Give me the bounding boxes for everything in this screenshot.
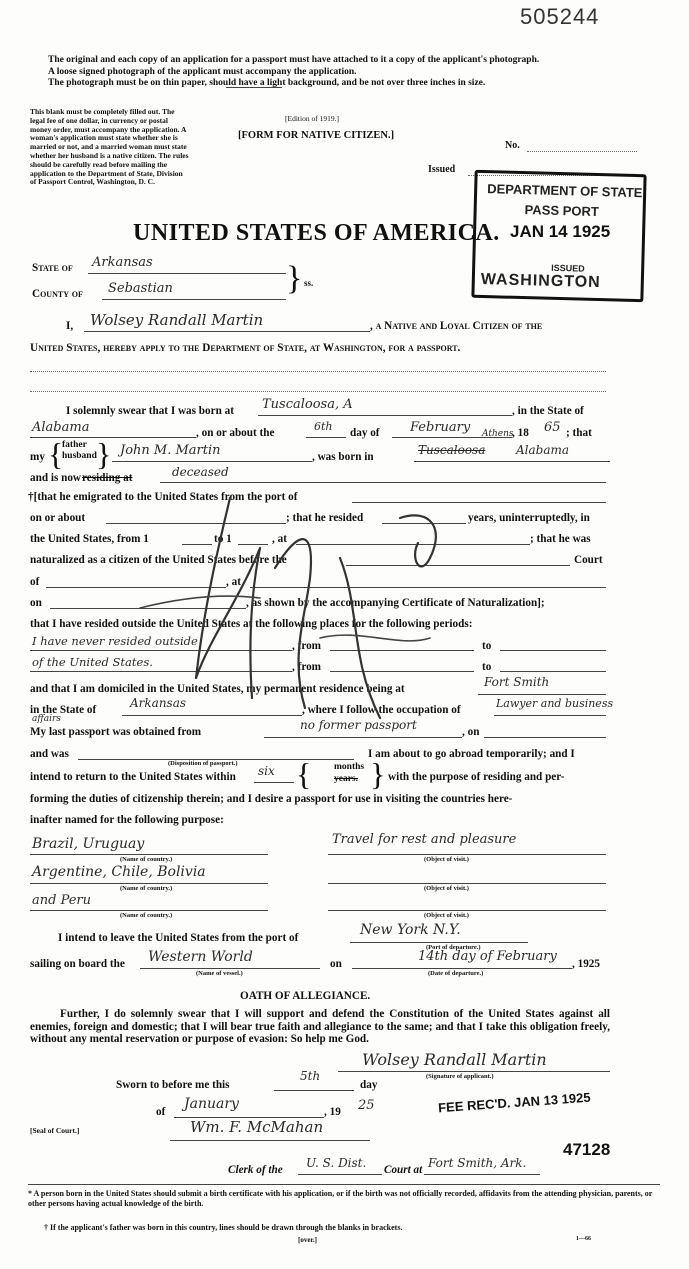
- underline: [254, 782, 294, 783]
- vessel-value: Western World: [148, 949, 253, 965]
- number-blank: [527, 151, 637, 152]
- residence-state: Arkansas: [130, 696, 187, 710]
- father-birthplace-struck: Tuscaloosa: [418, 443, 486, 457]
- to-text: to 1: [214, 533, 232, 545]
- underline: [102, 299, 286, 300]
- underline: [484, 737, 606, 738]
- occupation-insert: affairs: [32, 714, 61, 724]
- from-text: , from: [292, 661, 321, 673]
- in-state-of: , in the State of: [512, 405, 584, 417]
- blank-line: [30, 391, 606, 392]
- underline: [112, 461, 312, 462]
- underline: [414, 461, 610, 462]
- father-option: father: [62, 440, 87, 450]
- instructions-sidenote: This blank must be completely filled out. The legal fee of one dollar, in currency or postal money order, must accompany the application. A woman's application must state whether she is married or not, and a married woman must state whether her husband is a native citizen. The rules should be carefully read before mailing the application to the Department of State, Division of Passport Control, Washington, D. C.: [30, 107, 189, 187]
- country-caption: (Name of country.): [120, 912, 173, 919]
- underline: [140, 968, 320, 969]
- seal-label: [Seal of Court.]: [30, 1126, 80, 1135]
- port-value: New York N.Y.: [360, 922, 461, 938]
- court-at-text: Court at: [384, 1164, 423, 1176]
- stamp-line: PASS PORT: [524, 202, 600, 220]
- country-caption: (Name of country.): [120, 856, 173, 863]
- year-prefix-2: , 19: [324, 1106, 341, 1118]
- brace: }: [370, 756, 386, 792]
- notice-line: A loose signed photograph of the applicant must accompany the application.: [48, 66, 357, 77]
- underline: [226, 87, 282, 88]
- hereinafter-text: inafter named for the following purpose:: [30, 814, 224, 826]
- day-of: day of: [350, 427, 380, 439]
- footnote-rule: [28, 1184, 660, 1185]
- brace: }: [96, 436, 112, 472]
- date-caption: (Date of departure.): [428, 970, 484, 977]
- disposition-caption: (Disposition of passport.): [168, 760, 238, 767]
- stamp-line: WASHINGTON: [480, 270, 601, 292]
- notice-line: The photograph must be on thin paper, should have a light background, and be not over three inches in size.: [48, 78, 486, 88]
- country-name: Argentine, Chile, Bolivia: [32, 864, 206, 880]
- clerk-label: Clerk of the: [228, 1164, 283, 1176]
- sworn-month: January: [184, 1096, 239, 1112]
- footnote-birth-certificate: * A person born in the United States should submit a birth certificate with his application, or if the birth was not officially recorded, affidavits from the attending physician, parents, or other persons having actual knowledge of the birth.: [28, 1189, 653, 1208]
- native-clause: , a Native and Loyal Citizen of the: [370, 320, 543, 332]
- underline: [30, 854, 268, 855]
- object-caption: (Object of visit.): [424, 885, 469, 892]
- applicant-signature: Wolsey Randall Martin: [362, 1050, 547, 1069]
- issued-label: Issued: [428, 164, 456, 175]
- county-label: County of: [32, 288, 83, 300]
- sworn-text: Sworn to before me this: [116, 1079, 230, 1091]
- underline: [350, 942, 528, 943]
- underline: [494, 715, 606, 716]
- my-text: my: [30, 451, 45, 463]
- birth-state: Alabama: [32, 420, 90, 435]
- occupation-value: Lawyer and business: [496, 697, 614, 710]
- underline: [84, 331, 370, 332]
- state-label: State of: [32, 262, 73, 274]
- ss-label: ss.: [304, 278, 314, 288]
- brace: {: [296, 756, 312, 792]
- document-title: UNITED STATES OF AMERICA.: [133, 220, 500, 246]
- domiciled-text: and that I am domiciled in the United States, my permanent residence being at: [30, 683, 405, 695]
- underline: [500, 671, 606, 672]
- return-value: six: [258, 764, 275, 778]
- was-born-in: , was born in: [312, 451, 374, 463]
- outside-line-1: I have never resided outside: [32, 634, 198, 648]
- last-passport-value: no former passport: [300, 718, 417, 732]
- outside-line-2: of the United States.: [32, 655, 153, 669]
- months-option: months: [334, 762, 365, 772]
- in-state-of-2: in the State of: [30, 704, 97, 716]
- underline: [30, 883, 268, 884]
- that-text: ; that: [566, 427, 592, 439]
- brace: {: [48, 436, 64, 472]
- applicant-name: Wolsey Randall Martin: [90, 311, 264, 329]
- in-us-from: the United States, from 1: [30, 533, 149, 545]
- country-name: and Peru: [32, 893, 92, 908]
- underline: [170, 1140, 370, 1141]
- at-text: , at: [272, 533, 287, 545]
- over-label: [over.]: [298, 1236, 317, 1244]
- vessel-caption: (Name of vessel.): [196, 970, 243, 977]
- resided-outside-text: that I have resided outside the United States at the following places for the following periods:: [30, 618, 473, 630]
- underline: [30, 910, 268, 911]
- country-name: Brazil, Uruguay: [32, 836, 145, 852]
- birth-day: 6th: [314, 420, 333, 433]
- underline: [298, 1174, 382, 1175]
- at-text-2: , at: [226, 576, 241, 588]
- swear-born-text: I solemnly swear that I was born at: [66, 405, 234, 417]
- stamp-line: ISSUED: [551, 262, 585, 274]
- birth-year: 65: [544, 420, 561, 435]
- oath-title: OATH OF ALLEGIANCE.: [240, 990, 371, 1002]
- of-text-2: of: [156, 1106, 166, 1118]
- underline: [274, 1090, 354, 1091]
- underline: [88, 273, 286, 274]
- on-text: on: [30, 597, 42, 609]
- on-text-2: , on: [462, 726, 480, 738]
- blank-line: [30, 371, 606, 372]
- year-suffix: , 1925: [572, 958, 600, 970]
- purpose-clause: with the purpose of residing and per-: [388, 771, 565, 783]
- underline: [160, 482, 606, 483]
- father-birthplace-insert: Athens: [482, 429, 514, 439]
- underline: [328, 910, 606, 911]
- fee-received-stamp: FEE REC'D. JAN 13 1925: [437, 1089, 591, 1116]
- number-label: No.: [505, 140, 520, 151]
- underline: [478, 694, 606, 695]
- to-text: to: [482, 640, 492, 652]
- fee-number: 47128: [563, 1140, 611, 1159]
- form-code: 1—66: [576, 1236, 591, 1242]
- from-text: , from: [292, 640, 321, 652]
- state-value: Arkansas: [92, 255, 153, 270]
- last-passport-text: My last passport was obtained from: [30, 726, 202, 738]
- as-shown-text: , as shown by the accompanying Certificate of Naturalization];: [246, 597, 545, 609]
- years-uninterrupted: years, uninterruptedly, in: [468, 512, 590, 524]
- edition-label: [Edition of 1919.]: [285, 114, 339, 123]
- to-text: to: [482, 661, 492, 673]
- departure-date: 14th day of February: [418, 949, 557, 964]
- resided-text: ; that he resided: [286, 512, 364, 524]
- now-residing: and is now: [30, 472, 81, 484]
- stamp-date: JAN 14 1925: [510, 222, 611, 241]
- birth-month: February: [410, 420, 471, 435]
- underline: [424, 1174, 540, 1175]
- emigrated-text: †[that he emigrated to the United States from the port of: [28, 491, 298, 503]
- husband-option: husband: [62, 451, 97, 461]
- visit-object: Travel for rest and pleasure: [332, 832, 517, 847]
- notice-line: The original and each copy of an application for a passport must have attached to it a copy of the applicant's photograph.: [48, 55, 540, 65]
- form-type-label: [FORM FOR NATIVE CITIZEN.]: [238, 130, 395, 141]
- county-value: Sebastian: [108, 281, 173, 296]
- years-option: years.: [334, 774, 359, 784]
- year-prefix: , 18: [512, 427, 529, 439]
- photo-notice: [48, 55, 539, 90]
- father-birthplace: Alabama: [516, 443, 570, 457]
- on-or-about: , on or about the: [196, 427, 275, 439]
- court-place: Fort Smith, Ark.: [428, 1156, 527, 1170]
- on-text-3: on: [330, 958, 342, 970]
- underline: [306, 437, 346, 438]
- day-label: day: [360, 1079, 378, 1091]
- father-residence: deceased: [172, 465, 229, 479]
- of-text: of: [30, 576, 40, 588]
- object-caption: (Object of visit.): [424, 912, 469, 919]
- cancellation-scrawl: [100, 488, 480, 738]
- underline: [338, 1071, 610, 1072]
- serial-number: 505244: [520, 4, 600, 29]
- naturalized-text: naturalized as a citizen of the United States before the: [30, 554, 287, 566]
- sailing-text: sailing on board the: [30, 958, 125, 970]
- birth-place: Tuscaloosa, A: [262, 397, 353, 412]
- apply-clause: United States, hereby apply to the Department of State, at Washington, for a passport.: [30, 342, 461, 354]
- footnote-father: † If the applicant's father was born in this country, lines should be drawn through the blanks in brackets.: [44, 1223, 403, 1232]
- on-or-about-2: on or about: [30, 512, 86, 524]
- residing-struck: residing at: [82, 472, 133, 484]
- father-name: John M. Martin: [120, 443, 221, 458]
- underline: [328, 854, 606, 855]
- signature-caption: (Signature of applicant.): [426, 1073, 494, 1080]
- underline: [328, 883, 606, 884]
- object-caption: (Object of visit.): [424, 856, 469, 863]
- clerk-court: U. S. Dist.: [306, 1156, 367, 1170]
- stamp-line: DEPARTMENT OF STATE: [487, 181, 643, 201]
- leave-port-text: I intend to leave the United States from the port of: [58, 932, 299, 944]
- underline: [500, 650, 606, 651]
- sworn-day: 5th: [300, 1069, 321, 1083]
- oath-text: Further, I do solemnly swear that I will support and defend the Constitution of the United States against all enemies, foreign and domestic; that I will bear true faith and allegiance to the same; and that I take this obligation freely, without any mental reservation or purpose of evasion: So help me God.: [30, 1008, 610, 1045]
- forming-text: forming the duties of citizenship therein; and I desire a passport for use in visiting the countries here-: [30, 793, 513, 805]
- residence-value: Fort Smith: [484, 675, 550, 689]
- brace: }: [286, 260, 303, 297]
- port-caption: (Port of departure.): [426, 944, 481, 951]
- underline: [352, 968, 572, 969]
- applicant-i: I,: [66, 320, 74, 332]
- abroad-text: I am about to go abroad temporarily; and I: [368, 748, 575, 760]
- court-text: Court: [574, 554, 603, 566]
- intend-return-text: intend to return to the United States within: [30, 771, 236, 783]
- that-he-was: ; that he was: [530, 533, 591, 545]
- clerk-signature: Wm. F. McMahan: [190, 1118, 324, 1136]
- follow-occupation-text: , where I follow the occupation of: [302, 704, 461, 716]
- and-was-text: and was: [30, 748, 69, 760]
- underline: [258, 415, 512, 416]
- sworn-year: 25: [358, 1098, 375, 1113]
- country-caption: (Name of country.): [120, 885, 173, 892]
